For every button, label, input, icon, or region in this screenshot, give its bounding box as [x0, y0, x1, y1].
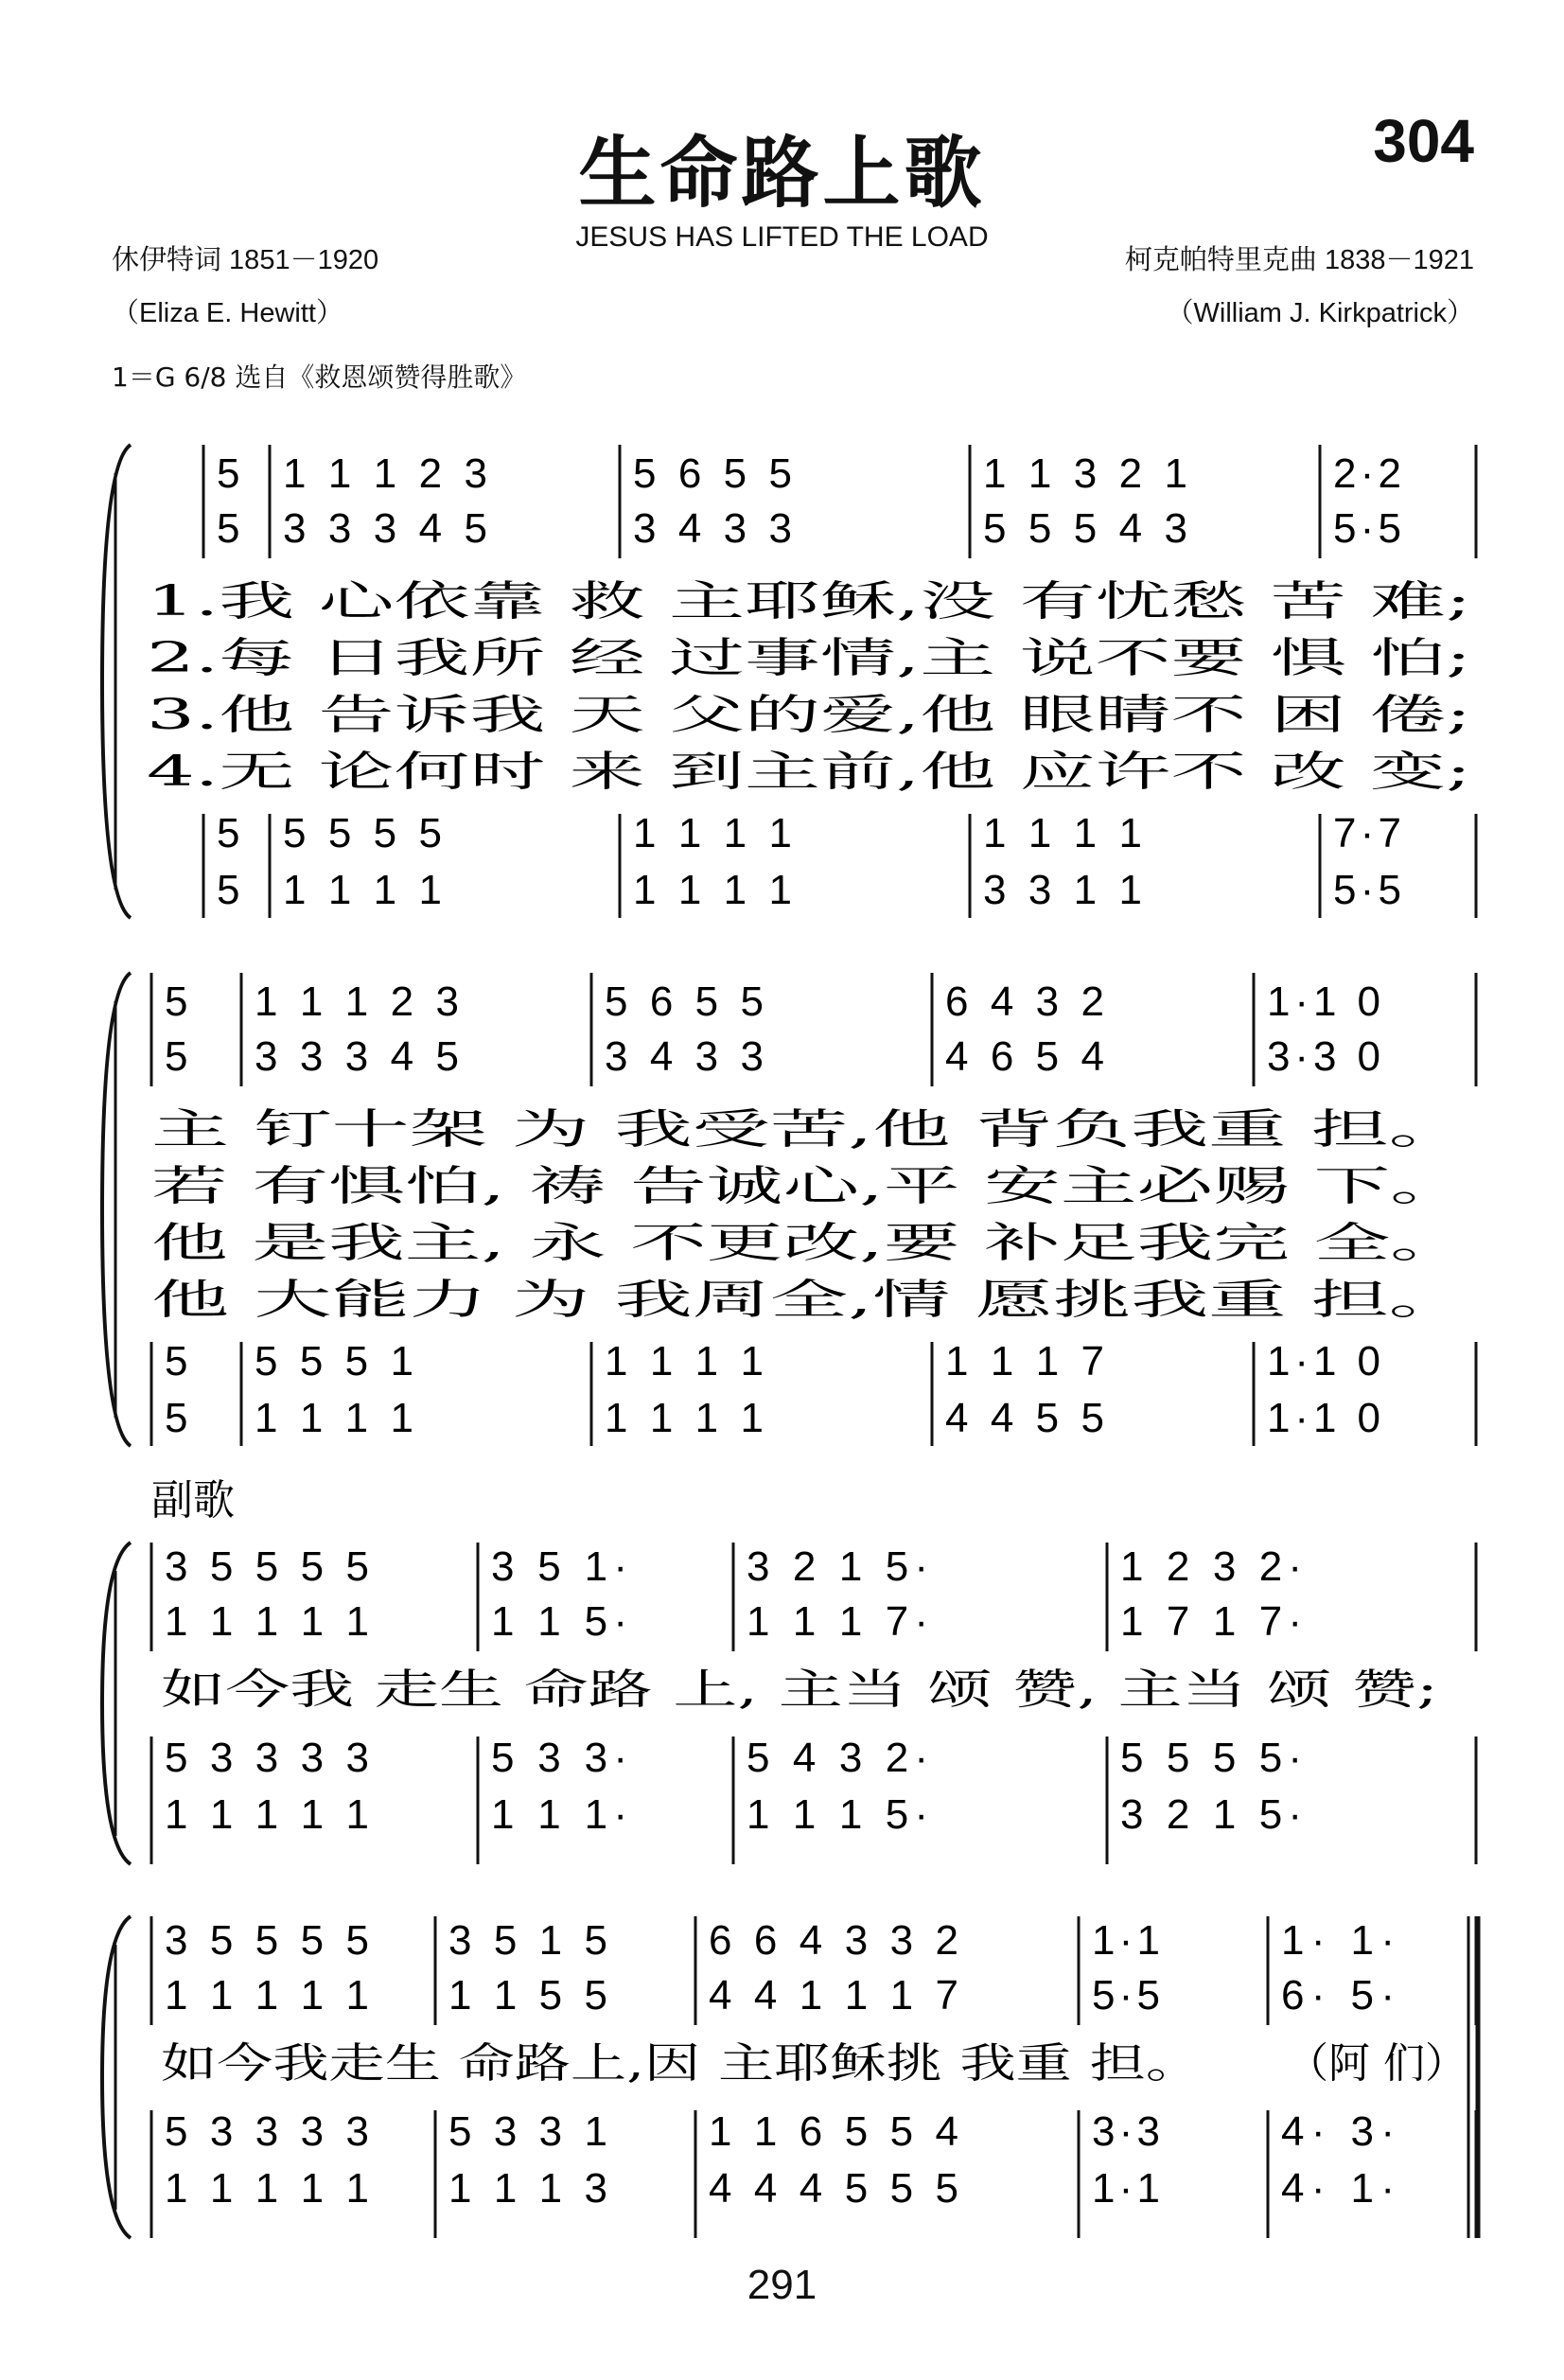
- alto-measure: 3 3 3 4 5: [255, 1033, 459, 1080]
- key-signature-line: 1＝G 6/8 选自《救恩颂赞得胜歌》: [112, 361, 527, 393]
- refrain-soprano-measure: 3 5 5 5 5: [165, 1543, 369, 1590]
- verse-line: 3.他 告诉我 天 父的爱,他 眼睛不 困 倦;: [147, 691, 1471, 739]
- refrain-bass-measure: 4· 1·: [1281, 2165, 1395, 2212]
- bass-measure: 1 1 1 1: [283, 867, 442, 913]
- lyricist-credit: 休伊特词 1851－1920: [112, 245, 379, 275]
- soprano-measure: 5 6 5 5: [633, 450, 792, 497]
- refrain-soprano-measure: 3 5 5 5 5: [165, 1917, 369, 1964]
- refrain-soprano-measure: 1 2 3 2·: [1120, 1543, 1302, 1590]
- refrain-tenor-measure: 5 5 5 5·: [1120, 1735, 1302, 1781]
- refrain-soprano-measure: 3 2 1 5·: [747, 1543, 928, 1590]
- bass-measure: 1 1 1 1: [605, 1395, 764, 1441]
- tenor-measure: 5 5 5 5: [283, 810, 442, 856]
- verse-line: 主 钉十架 为 我受苦,他 背负我重 担。: [151, 1105, 1467, 1154]
- refrain-soprano-measure: 1· 1·: [1281, 1917, 1395, 1964]
- refrain-tenor-measure: 1 1 6 5 5 4: [709, 2108, 958, 2155]
- tenor-measure: 1 1 1 1: [605, 1338, 764, 1384]
- refrain-alto-measure: 5·5: [1092, 1972, 1160, 2019]
- refrain-lyrics: 如今我走生 命路上,因 主耶稣挑 我重 担。: [161, 2039, 1202, 2088]
- bass-measure: 4 4 5 5: [945, 1395, 1104, 1441]
- alto-measure: 5·5: [1333, 505, 1401, 552]
- refrain-bass-measure: 1 1 1 5·: [747, 1791, 928, 1838]
- refrain-bass-measure: 1 1 1 1 1: [165, 2165, 369, 2212]
- alto-measure: 3 4 3 3: [633, 505, 792, 552]
- refrain-bass-measure: 1 1 1 1 1: [165, 1791, 369, 1838]
- english-title: JESUS HAS LIFTED THE LOAD: [575, 221, 989, 253]
- refrain-tenor-measure: 5 3 3 3 3: [165, 1735, 369, 1781]
- refrain-tenor-measure: 5 3 3·: [491, 1735, 627, 1781]
- soprano-measure: 1 1 3 2 1: [983, 450, 1187, 497]
- tenor-measure: 1·1 0: [1267, 1338, 1380, 1384]
- refrain-tenor-measure: 5 3 3 3 3: [165, 2108, 369, 2155]
- composer-english: （William J. Kirkpatrick）: [1166, 298, 1474, 328]
- refrain-bass-measure: 3 2 1 5·: [1120, 1791, 1302, 1838]
- refrain-alto-measure: 1 1 1 7·: [747, 1598, 928, 1645]
- tenor-measure: 5: [165, 1338, 188, 1384]
- alto-measure: 4 6 5 4: [945, 1033, 1104, 1080]
- refrain-bass-measure: 4 4 4 5 5 5: [709, 2165, 958, 2212]
- refrain-lyrics: 如今我 走生 命路 上, 主当 颂 赞, 主当 颂 赞;: [161, 1666, 1438, 1714]
- soprano-measure: 5: [217, 450, 240, 497]
- page-number: 291: [747, 2262, 817, 2308]
- refrain-alto-measure: 1 1 5 5: [448, 1972, 607, 2019]
- tenor-measure: 1 1 1 1: [633, 810, 792, 856]
- refrain-alto-measure: 1 7 1 7·: [1120, 1598, 1302, 1645]
- soprano-measure: 6 4 3 2: [945, 978, 1104, 1025]
- soprano-measure: 5: [165, 978, 188, 1025]
- verse-line: 他 是我主, 永 不更改,要 补足我完 全。: [151, 1219, 1467, 1267]
- alto-measure: 5: [165, 1033, 188, 1080]
- soprano-measure: 5 6 5 5: [605, 978, 764, 1025]
- composer-credit: 柯克帕特里克曲 1838－1921: [1124, 245, 1474, 275]
- soprano-measure: 1·1 0: [1267, 978, 1380, 1025]
- refrain-alto-measure: 4 4 1 1 1 7: [709, 1972, 958, 2019]
- refrain-tenor-measure: 5 3 3 1: [448, 2108, 607, 2155]
- refrain-soprano-measure: 3 5 1 5: [448, 1917, 607, 1964]
- bass-measure: 1·1 0: [1267, 1395, 1380, 1441]
- refrain-bass-measure: 1 1 1 3: [448, 2165, 607, 2212]
- refrain-tenor-measure: 4· 3·: [1281, 2108, 1395, 2155]
- tenor-measure: 5: [217, 810, 240, 856]
- hymn-number: 304: [1373, 107, 1474, 175]
- alto-measure: 5 5 5 4 3: [983, 505, 1187, 552]
- soprano-measure: 1 1 1 2 3: [255, 978, 459, 1025]
- verse-line: 2.每 日我所 经 过事情,主 说不要 惧 怕;: [147, 634, 1471, 682]
- refrain-bass-measure: 1·1: [1092, 2165, 1160, 2212]
- refrain-bass-measure: 1 1 1·: [491, 1791, 627, 1838]
- refrain-tenor-measure: 5 4 3 2·: [747, 1735, 928, 1781]
- bass-measure: 1 1 1 1: [255, 1395, 413, 1441]
- alto-measure: 3 4 3 3: [605, 1033, 764, 1080]
- soprano-measure: 1 1 1 2 3: [283, 450, 487, 497]
- refrain-alto-measure: 1 1 1 1 1: [165, 1972, 369, 2019]
- bass-measure: 5: [165, 1395, 188, 1441]
- alto-measure: 3 3 3 4 5: [283, 505, 487, 552]
- lyricist-english: （Eliza E. Hewitt）: [112, 298, 343, 328]
- refrain-alto-measure: 6· 5·: [1281, 1972, 1395, 2019]
- bass-measure: 5·5: [1333, 867, 1401, 913]
- alto-measure: 5: [217, 505, 240, 552]
- refrain-alto-measure: 1 1 1 1 1: [165, 1598, 369, 1645]
- verse-line: 1.我 心依靠 救 主耶稣,没 有忧愁 苦 难;: [147, 577, 1471, 626]
- soprano-measure: 2·2: [1333, 450, 1401, 497]
- refrain-soprano-measure: 3 5 1·: [491, 1543, 627, 1590]
- refrain-soprano-measure: 1·1: [1092, 1917, 1160, 1964]
- refrain-label: 副歌: [151, 1476, 235, 1525]
- amen-text: （阿 们）: [1287, 2039, 1467, 2088]
- refrain-tenor-measure: 3·3: [1092, 2108, 1160, 2155]
- tenor-measure: 7·7: [1333, 810, 1401, 856]
- refrain-soprano-measure: 6 6 4 3 3 2: [709, 1917, 958, 1964]
- bass-measure: 5: [217, 867, 240, 913]
- tenor-measure: 1 1 1 7: [945, 1338, 1104, 1384]
- alto-measure: 3·3 0: [1267, 1033, 1380, 1080]
- bass-measure: 3 3 1 1: [983, 867, 1142, 913]
- verse-line: 他 大能力 为 我周全,情 愿挑我重 担。: [151, 1276, 1467, 1324]
- refrain-alto-measure: 1 1 5·: [491, 1598, 627, 1645]
- tenor-measure: 1 1 1 1: [983, 810, 1142, 856]
- verse-line: 若 有惧怕, 祷 告诚心,平 安主必赐 下。: [151, 1162, 1467, 1210]
- hymn-title: 生命路上歌: [578, 128, 986, 219]
- bass-measure: 1 1 1 1: [633, 867, 792, 913]
- tenor-measure: 5 5 5 1: [255, 1338, 413, 1384]
- verse-line: 4.无 论何时 来 到主前,他 应许不 改 变;: [147, 748, 1471, 796]
